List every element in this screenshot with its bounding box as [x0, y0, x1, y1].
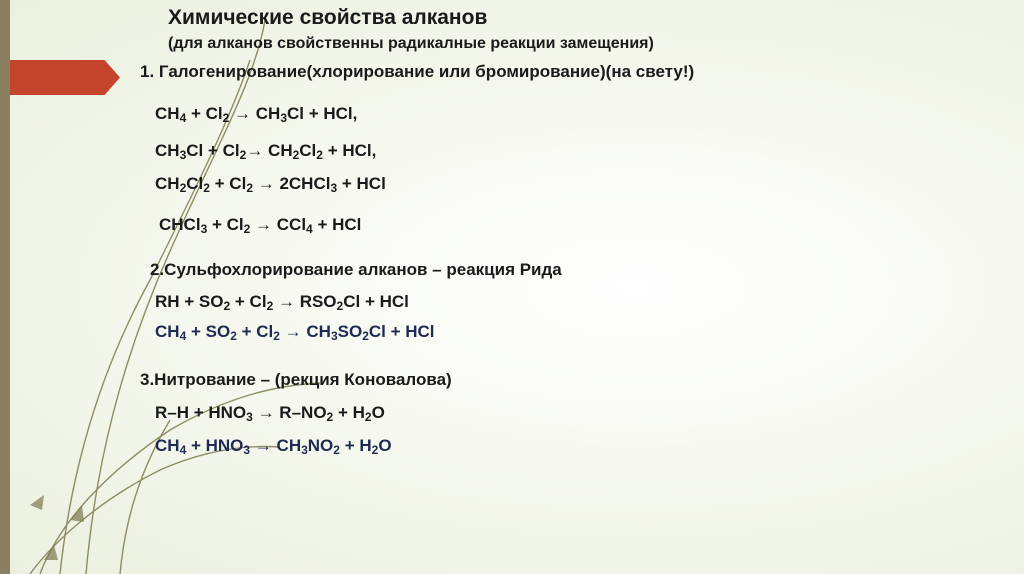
left-decorative-bar: [0, 0, 10, 574]
slide-title: Химические свойства алканов: [168, 6, 488, 29]
section-2-heading: 2.Сульфохлорирование алканов – реакция Рида: [150, 260, 562, 279]
equation-4: CHCl$_3$ + $Cl_2 \to CCl_4$ + HCl: [159, 215, 362, 236]
slide-subtitle: (для алканов свойственны радикалные реакции замещения): [168, 35, 654, 52]
equation-2: $CH_3Cl + Cl_2\to CH_2Cl_2$ + HCl,: [155, 141, 377, 162]
equation-6: $CH_4 + SO_2 + Cl_2 \to CH_3SO_2Cl$ + HCl: [155, 322, 435, 343]
section-1-heading: [140, 62, 694, 82]
equation-8: $CH_4 + HNO_3 \to CH_3NO_2 + H_2O$: [155, 436, 392, 457]
equation-1: $CH_4 + Cl_2 \to CH_3Cl$ + HCl,: [155, 104, 358, 125]
red-arrow-tab: [10, 60, 120, 95]
equation-5: RH + $SO_2 + Cl_2 \to RSO_2Cl$ + HCl: [155, 292, 409, 313]
section-3-heading: 3.Нитрование – (рекция Коновалова): [140, 370, 452, 389]
section-1-title: Галогенирование: [158, 62, 307, 81]
section-1-note: (хлорирование или бромирование)(на свету!): [306, 62, 695, 81]
section-1-number: 1.: [140, 62, 159, 81]
equation-3: $CH_2Cl_2 + Cl_2$ → 2CHCl$_3$ + HCl: [155, 174, 386, 195]
equation-7: $R-H + HNO_3 \to R-NO_2 + H_2O$: [155, 403, 385, 424]
